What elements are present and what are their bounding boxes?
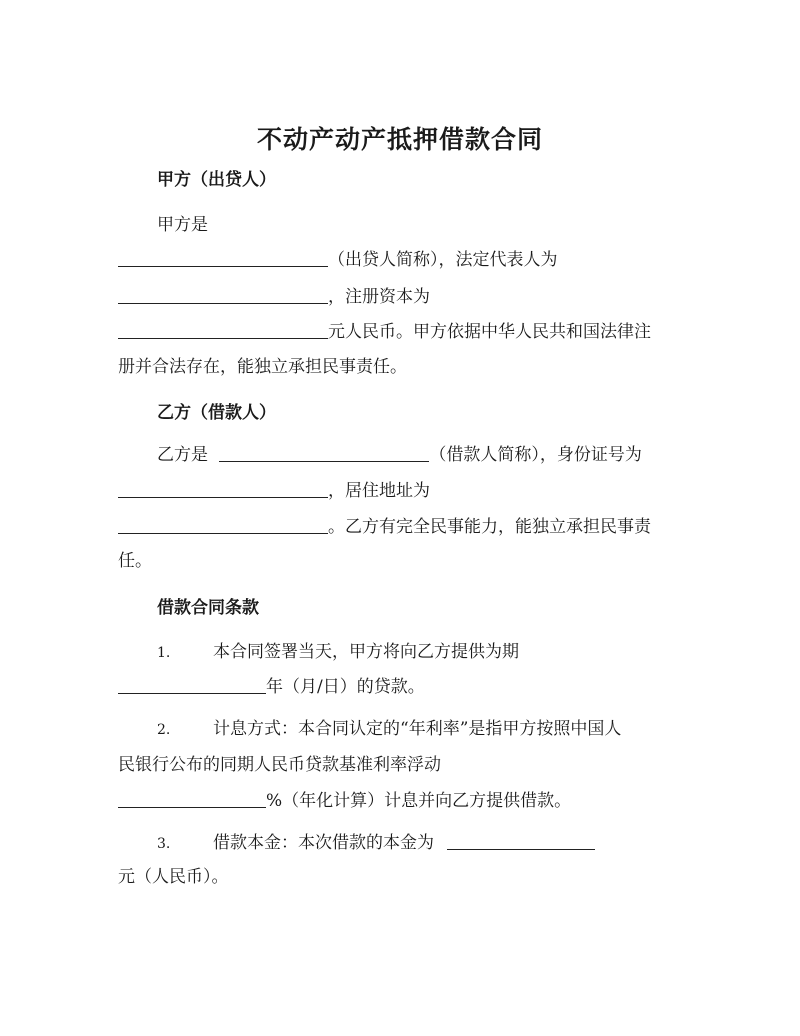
party-a-intro: 甲方是 [157, 215, 208, 235]
term-item-3-line-1: 3. 借款本金：本次借款的本金为 [157, 828, 595, 853]
party-b-line-4: 任。 [118, 551, 152, 571]
blank-field[interactable] [118, 285, 328, 304]
blank-field[interactable] [447, 831, 595, 850]
party-a-line-1: （出贷人简称），法定代表人为 [118, 245, 558, 270]
term-item-2-line-3: %（年化计算）计息并向乙方提供借款。 [118, 786, 571, 811]
blank-field[interactable] [118, 248, 328, 267]
document-title: 不动产动产抵押借款合同 [256, 125, 543, 154]
blank-field[interactable] [118, 320, 328, 339]
term-item-1-line-2: 年（月/日）的贷款。 [118, 672, 425, 697]
terms-heading: 借款合同条款 [157, 598, 259, 618]
party-a-line-3: 元人民币。甲方依据中华人民共和国法律注 [118, 317, 651, 342]
term-item-1-line-1: 1. 本合同签署当天，甲方将向乙方提供为期 [157, 642, 519, 662]
blank-field[interactable] [118, 515, 328, 534]
blank-field[interactable] [118, 479, 328, 498]
item-number: 3. [157, 836, 171, 852]
party-b-line-1: 乙方是 （借款人简称），身份证号为 [157, 445, 642, 465]
blank-field[interactable] [219, 443, 429, 462]
blank-field[interactable] [118, 789, 266, 808]
party-a-line-4: 册并合法存在，能独立承担民事责任。 [118, 357, 407, 377]
party-b-line-3: 。乙方有完全民事能力，能独立承担民事责 [118, 512, 651, 537]
term-item-2-line-2: 民银行公布的同期人民币贷款基准利率浮动 [118, 755, 441, 775]
party-b-heading: 乙方（借款人） [157, 403, 276, 423]
term-item-3-line-2: 元（人民币）。 [118, 867, 229, 887]
item-number: 2. [157, 722, 171, 738]
party-b-line-2: ，居住地址为 [118, 476, 430, 501]
blank-field[interactable] [118, 675, 266, 694]
item-number: 1. [157, 645, 171, 661]
party-a-line-2: ，注册资本为 [118, 282, 430, 307]
term-item-2-line-1: 2. 计息方式：本合同认定的“年利率”是指甲方按照中国人 [157, 719, 622, 739]
party-a-heading: 甲方（出贷人） [157, 170, 276, 190]
